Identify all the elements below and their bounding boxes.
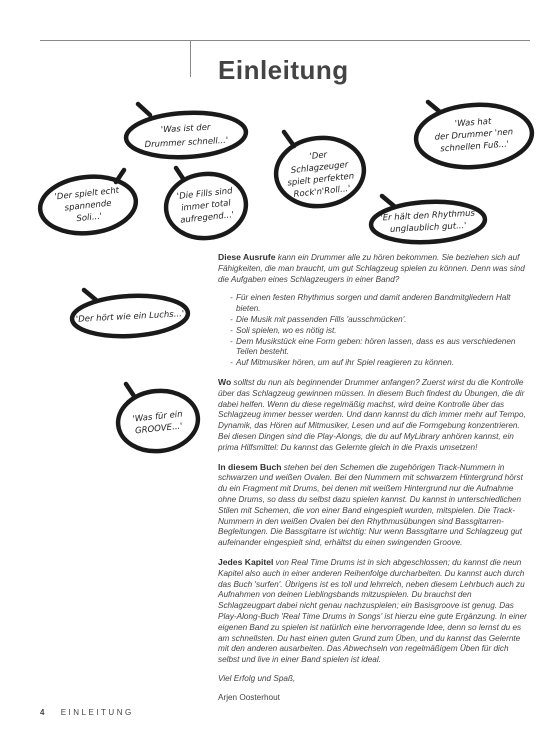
author-name: Arjen Oosterhout	[218, 692, 280, 702]
paragraph-3	[218, 462, 530, 549]
list-item: - Die Musik mit passenden Fills 'ausschmücken'.	[230, 315, 530, 326]
list-item: - Auf Mitmusiker hören, um auf ihr Spiel reagieren zu können.	[230, 358, 530, 369]
page-title: Einleitung	[218, 55, 349, 85]
bubble-7-text: 'Der hört wie ein Luchs...'	[75, 309, 185, 325]
list-item: - Dem Musikstück eine Form geben: hören lassen, dass es aus verschiedenen Teilen besteht.	[230, 337, 530, 359]
bubble-2-tail	[428, 102, 440, 112]
page-number: 4	[40, 708, 45, 717]
paragraph-2-text: solltst du nun als beginnender Drummer anfangen? Zuerst wirst du die Kontrolle über das Schlagzeug gewinnen müssen. In diesem Buch findest du Übungen, die dir dabei helfen. Wenn du diese regelmäßig machst, wird deine Kontrolle über das Schlagzeug immer besser werden. Und dann kannst du dich immer mehr auf Tempo, Dynamik, das Hören auf Mitmusiker, Lesen und auf die Formgebung konzentrieren. Bei diesen Dingen sind die Play-Alongs, die du auf MyLibrary anhören kannst, ein prima Hilfsmittel: Du kannst das Gelernte gleich in die Praxis umsetzen!	[218, 377, 526, 452]
bubble-8-tail	[126, 384, 134, 396]
bubble-3-tail	[284, 132, 294, 146]
bubble-8-text: 'Was für einGROOVE...'	[132, 409, 184, 437]
bubble-6-text: 'Er hält den Rhythmusunglaublich gut...'	[380, 208, 476, 235]
bubble-1-tail	[138, 104, 150, 115]
paragraph-4-lead: Jedes Kapitel	[218, 556, 274, 567]
bubble-1-outline	[125, 110, 247, 160]
bubble-2-text: 'Was hatder Drummer 'nenschnellen Fuß...'	[434, 116, 514, 155]
tasks-list	[218, 293, 530, 369]
bubble-4-text: 'Der spielt echtspannendeSoli...'	[54, 185, 120, 225]
paragraph-1	[218, 252, 530, 285]
list-item: - Soli spielen, wo es nötig ist.	[230, 326, 530, 337]
bubble-5-text: 'Die Fills sindimmer totalaufregend...'	[176, 186, 235, 226]
paragraph-4-text: von Real Time Drums ist in sich abgeschlossen; du kannst die neun Kapitel also auch in einer anderen Reihenfolge durcharbeiten. Du kannst auch durch das Buch 'surfen'. Übrigens ist es toll und lehrreich, neben diesem Lehrbuch auch zu Aufnahmen von deinen Lieblingsbands mitzuspielen. Du brauchst den Schlagzeugpart dabei nicht genau nachzuspielen; ein Basisgroove ist genug. Das Play-Along-Buch 'Real Time Drums in Songs' ist hierzu eine gute Ergänzung. In einer eigenen Band zu spielen ist natürlich eine hervorragende Idee, denn so lernst du es am schnellsten. Du hast einen guten Grund zum Üben, und du kannst das Gelernte mit den anderen ausarbeiten. Das Abwechseln von regelmäßigem Üben für dich selbst und live in einer Band spielen ist ideal.	[218, 557, 527, 665]
paragraph-1-text: kann ein Drummer alle zu hören bekommen. Sie beziehen sich auf Fähigkeiten, die man braucht, um gut Schlagzeug spielen zu können. Denn was sind die Aufgaben eines Schlagzeugers in einer Band?	[218, 253, 525, 284]
paragraph-1-lead: Diese Ausrufe	[218, 252, 276, 262]
paragraph-2-lead: Wo	[218, 376, 232, 387]
bubble-1-text: 'Was ist derDrummer schnell...'	[144, 122, 229, 151]
bubble-3-text: 'DerSchlagzeugerspielt perfektenRock'n'Roll...'	[286, 150, 355, 200]
paragraph-3-text: stehen bei den Schemen die zugehörigen Track-Nummern in schwarzen und weißen Ovalen. Bei den Nummern mit schwarzem Hintergrund hörst du ein Fragment mit Drums, bei denen mit weißem Hintergrund nur die Aufnahme ohne Drums, so dass du selbst dazu spielen kannst. Du kannst in unterschiedlichen Stilen mit Schemen, die von einer Band eingespielt wurden, mitspielen. Die Track-Nummern in den weißen Ovalen bei den Rhythmusübungen sind Bassgitarren-Begleitungen. Die Bassgitarre ist wichtig: Nur wenn Bassgitarre und Schlagzeug gut aufeinander eingespielt sind, erhältst du einen swingenden Groove.	[218, 462, 523, 548]
closing-line: Viel Erfolg und Spaß,	[218, 673, 296, 683]
paragraph-4	[218, 557, 530, 666]
bubble-7-tail	[84, 290, 96, 300]
bubble-6-tail	[382, 196, 394, 206]
running-head: EINLEITUNG	[60, 708, 134, 717]
list-item: - Für einen festen Rhythmus sorgen und damit anderen Bandmitgliedern Halt bieten.	[230, 293, 530, 315]
paragraph-3-lead: In diesem Buch	[218, 461, 282, 472]
page-footer	[40, 708, 134, 717]
main-text	[218, 252, 530, 711]
bubble-5-tail	[176, 168, 184, 180]
paragraph-2	[218, 377, 530, 454]
